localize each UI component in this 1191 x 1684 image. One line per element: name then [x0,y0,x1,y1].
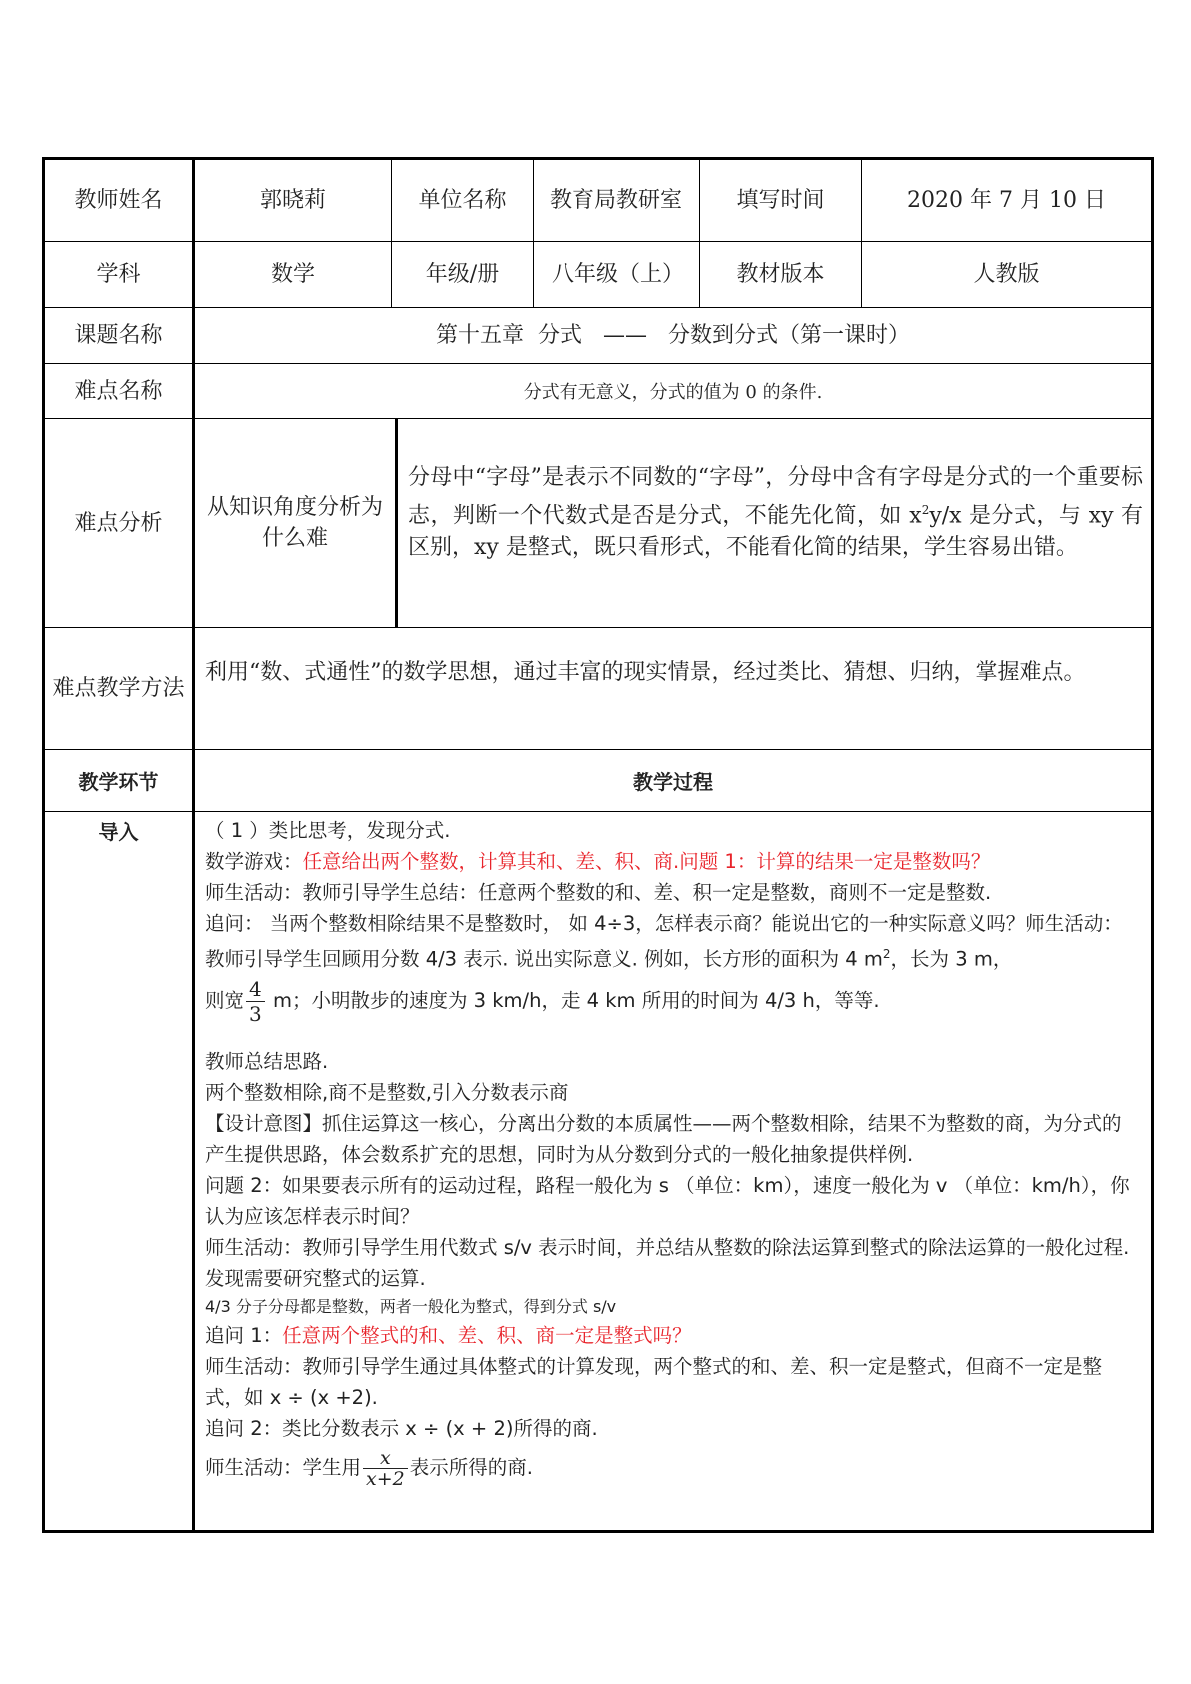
intro-line: 【设计意图】抓住运算这一核心，分离出分数的本质属性——两个整数相除，结果不为整数的商，为分式的产生提供思路，体会数系扩充的思想，同时为从分数到分式的一般化抽象提供样例. [205,1111,1122,1166]
difficulty-value: 分式有无意义，分式的值为 0 的条件. [523,382,823,403]
intro-line: 追问 1：任意两个整式的和、差、积、商一定是整式吗？ [205,1323,692,1347]
grade-value: 八年级（上） [552,262,685,287]
row-divider [43,627,1153,628]
edition-value: 人教版 [973,262,1040,287]
unit-name-label: 单位名称 [418,188,507,213]
intro-line: 师生活动：教师引导学生通过具体整式的计算发现，两个整式的和、差、积一定是整式，但商不一定是整式，如 x ÷ (x +2). [205,1354,1103,1409]
intro-line: 两个整数相除,商不是整数,引入分数表示商 [205,1080,569,1104]
fraction-x-over-x-plus-2: $\frac{x}{x+2}$ [363,1448,408,1489]
grade-label: 年级/册 [425,262,500,287]
row-divider [43,811,1153,812]
intro-line: 教师总结思路. [205,1049,329,1073]
intro-label: 导入 [98,819,139,844]
analysis-label: 难点分析 [74,510,163,536]
unit-name-value: 教育局教研室 [549,188,682,213]
table-border-bottom [43,1530,1154,1533]
fraction-4-3: $\frac{4}{3}$ [246,977,265,1026]
intro-content [205,815,1140,1489]
intro-line: 则宽 $\frac{4}{3}$ m；小明散步的速度为 3 km/h，走 4 km 所用的时间为 4/3 h，等等. [205,976,880,1026]
intro-line: 问题 2：如果要表示所有的运动过程，路程一般化为 s （单位：km），速度一般化为 v （单位：km/h），你认为应该怎样表示时间？ [205,1173,1130,1228]
teacher-name-value: 郭晓莉 [259,188,326,213]
intro-line: 追问 2：类比分数表示 x ÷ (x + 2)所得的商. [205,1416,598,1440]
analysis-sub-label: 从知识角度分析为什么难 [206,495,383,551]
subject-value: 数学 [270,262,315,287]
intro-line: 追问： 当两个整数相除结果不是整数时， 如 4÷3，怎样表示商？能说出它的一种实际意义吗？师生活动：教师引导学生回顾用分数 4/3 表示. 说出实际意义. 例如，长方形的面积为 4 $m^2$，长为 3 m， [205,912,1123,971]
difficulty-label: 难点名称 [74,378,163,404]
date-value: 2020 年 7 月 10 日 [907,188,1106,213]
intro-line: 师生活动：学生用 $\frac{x}{x+2}$ 表示所得的商. [205,1446,533,1490]
intro-line: （ 1 ）类比思考，发现分式. [205,819,451,842]
process-header-left: 教学环节 [78,770,159,794]
analysis-text: 分母中“字母”是表示不同数的“字母”，分母中含有字母是分式的一个重要标志，判断一个代数式是否是分式，不能先化简，如 $x^2y/x$ 是分式，与 xy 有区别，xy 是整式，既只看形式，不能看化简的结果，学生容易出错。 [408,465,1143,561]
topic-label: 课题名称 [74,323,163,348]
intro-line: 师生活动：教师引导学生用代数式 s/v 表示时间，并总结从整数的除法运算到整式的除法运算的一般化过程.发现需要研究整式的运算. [205,1235,1130,1290]
col-divider [533,157,534,308]
date-label: 填写时间 [736,188,825,213]
teacher-name-label: 教师姓名 [74,188,163,213]
edition-label: 教材版本 [736,262,825,287]
process-header-right: 教学过程 [633,770,713,794]
intro-line: 师生活动：教师引导学生总结：任意两个整数的和、差、积一定是整数，商则不一定是整数. [205,881,992,904]
intro-line: 数学游戏：任意给出两个整数，计算其和、差、积、商.问题 1：计算的结果一定是整数吗？ [205,850,991,873]
subject-label: 学科 [96,262,141,287]
topic-value: 第十五章 分式 —— 分数到分式（第一课时） [436,323,910,348]
method-label: 难点教学方法 [52,676,185,701]
col-divider [395,418,398,628]
method-text: 利用“数、式通性”的数学思想，通过丰富的现实情景，经过类比、猜想、归纳，掌握难点。 [205,660,1086,685]
intro-line: 4/3 分子分母都是整数，两者一般化为整式，得到分式 s/v [205,1296,617,1316]
